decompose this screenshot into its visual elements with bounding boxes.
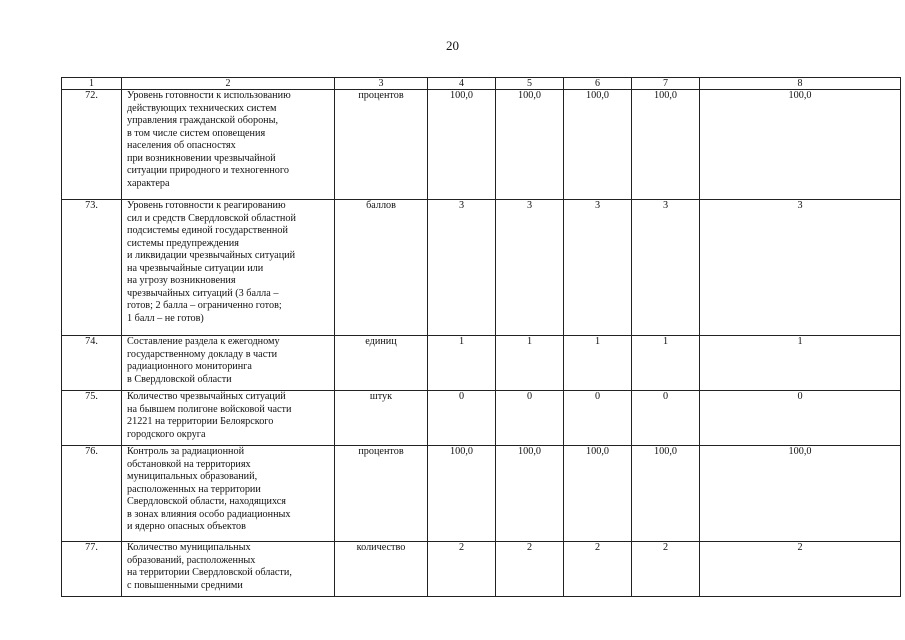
column-header: 5	[496, 78, 564, 90]
value-cell: 1	[564, 336, 632, 391]
value-cell: 100,0	[428, 90, 496, 200]
column-header: 1	[62, 78, 122, 90]
value-cell: 0	[428, 391, 496, 446]
value-cell: 3	[700, 200, 901, 336]
table-row	[62, 90, 901, 200]
value-cell: 1	[496, 336, 564, 391]
indicators-table	[61, 77, 901, 597]
value-cell: 2	[496, 542, 564, 597]
unit-cell: единиц	[335, 336, 428, 391]
unit-cell: баллов	[335, 200, 428, 336]
indicator-description: Уровень готовности к использованию действующих технических систем управления гражданской обороны, в том числе систем оповещения населения об опасностях при возникновении чрезвычайной ситуации природного и техногенного характера	[122, 90, 335, 200]
value-cell: 0	[700, 391, 901, 446]
table-row	[62, 336, 901, 391]
value-cell: 0	[564, 391, 632, 446]
value-cell: 1	[700, 336, 901, 391]
value-cell: 3	[428, 200, 496, 336]
table-row	[62, 446, 901, 542]
value-cell: 100,0	[564, 446, 632, 542]
value-cell: 3	[564, 200, 632, 336]
column-header: 7	[632, 78, 700, 90]
unit-cell: процентов	[335, 90, 428, 200]
table-row	[62, 200, 901, 336]
row-number: 72.	[62, 90, 122, 200]
value-cell: 2	[428, 542, 496, 597]
value-cell: 1	[428, 336, 496, 391]
value-cell: 100,0	[496, 446, 564, 542]
unit-cell: штук	[335, 391, 428, 446]
row-number: 74.	[62, 336, 122, 391]
column-header: 2	[122, 78, 335, 90]
unit-cell: количество	[335, 542, 428, 597]
value-cell: 0	[496, 391, 564, 446]
value-cell: 1	[632, 336, 700, 391]
value-cell: 100,0	[496, 90, 564, 200]
table-row	[62, 542, 901, 597]
indicator-description: Уровень готовности к реагированию сил и средств Свердловской областной подсистемы единой государственной системы предупреждения и ликвидации чрезвычайных ситуаций на чрезвычайные ситуации или на угрозу возникновения чрезвычайных ситуаций (3 балла – готов; 2 балла – ограниченно готов; 1 балл – не готов)	[122, 200, 335, 336]
value-cell: 100,0	[428, 446, 496, 542]
value-cell: 2	[632, 542, 700, 597]
indicator-description: Количество муниципальных образований, расположенных на территории Свердловской области, с повышенными средними	[122, 542, 335, 597]
table-row	[62, 391, 901, 446]
unit-cell: процентов	[335, 446, 428, 542]
value-cell: 2	[700, 542, 901, 597]
value-cell: 0	[632, 391, 700, 446]
value-cell: 100,0	[700, 446, 901, 542]
column-header: 3	[335, 78, 428, 90]
value-cell: 3	[496, 200, 564, 336]
value-cell: 100,0	[700, 90, 901, 200]
value-cell: 100,0	[564, 90, 632, 200]
indicator-description: Контроль за радиационной обстановкой на территориях муниципальных образований, расположенных на территории Свердловской области, находящихся в зонах влияния особо радиационных и ядерно опасных объектов	[122, 446, 335, 542]
row-number: 76.	[62, 446, 122, 542]
row-number: 73.	[62, 200, 122, 336]
indicator-description: Количество чрезвычайных ситуаций на бывшем полигоне войсковой части 21221 на территории Белоярского городского округа	[122, 391, 335, 446]
value-cell: 3	[632, 200, 700, 336]
table-header-row	[62, 78, 901, 90]
column-header: 8	[700, 78, 901, 90]
row-number: 75.	[62, 391, 122, 446]
column-header: 6	[564, 78, 632, 90]
row-number: 77.	[62, 542, 122, 597]
value-cell: 2	[564, 542, 632, 597]
value-cell: 100,0	[632, 90, 700, 200]
indicator-description: Составление раздела к ежегодному государственному докладу в части радиационного мониторинга в Свердловской области	[122, 336, 335, 391]
value-cell: 100,0	[632, 446, 700, 542]
column-header: 4	[428, 78, 496, 90]
page-number: 20	[446, 38, 459, 53]
